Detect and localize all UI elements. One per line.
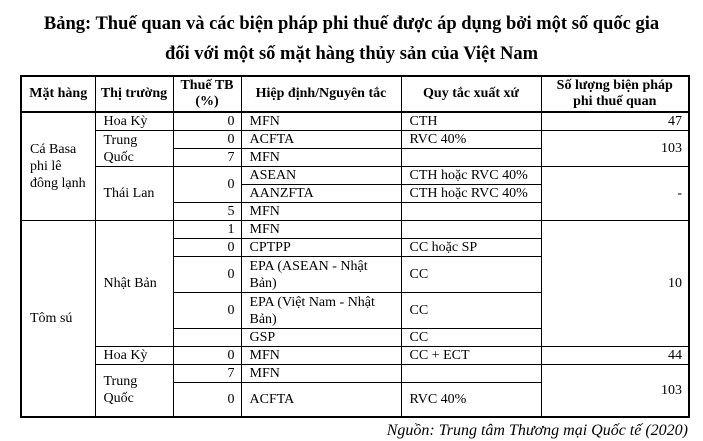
table-row (21, 112, 689, 131)
table-cell: 10 (541, 221, 689, 347)
table-cell: MFN (241, 112, 401, 131)
table-cell: CTH hoặc RVC 40% (401, 185, 541, 203)
table-cell: 1 (173, 221, 241, 239)
table-cell: RVC 40% (401, 131, 541, 149)
table-row (21, 167, 689, 185)
table-cell: 47 (541, 112, 689, 131)
title-line-2: đối với một số mặt hàng thủy sản của Việt Nam (164, 44, 539, 64)
table-cell: ACFTA (241, 131, 401, 149)
column-header: Thị trường (95, 76, 173, 112)
table-cell: Hoa Kỳ (95, 112, 173, 131)
table-cell: Thái Lan (95, 167, 173, 221)
table-cell: RVC 40% (401, 383, 541, 417)
table-cell: 0 (173, 347, 241, 365)
table-cell: 7 (173, 365, 241, 383)
column-header: Quy tắc xuất xứ (401, 76, 541, 112)
table-cell (401, 365, 541, 383)
column-header: Mặt hàng (21, 76, 95, 112)
table-cell: 0 (173, 383, 241, 417)
table-cell: Tôm sú (21, 221, 95, 417)
table-cell: GSP (241, 329, 401, 347)
table-row (21, 221, 689, 239)
table-cell: 0 (173, 131, 241, 149)
table-cell (173, 329, 241, 347)
table-cell: CC (401, 257, 541, 293)
table-cell: MFN (241, 365, 401, 383)
table-cell: Hoa Kỳ (95, 347, 173, 365)
table-cell: Trung Quốc (95, 131, 173, 167)
table-row (21, 347, 689, 365)
table-cell (401, 203, 541, 221)
table-cell: 103 (541, 365, 689, 417)
table-cell: 0 (173, 167, 241, 203)
title-line-1: Bảng: Thuế quan và các biện pháp phi thuế được áp dụng bởi một số quốc gia (43, 14, 660, 34)
header-row (21, 76, 689, 112)
table-row (21, 131, 689, 149)
table-cell: ASEAN (241, 167, 401, 185)
table-cell: MFN (241, 347, 401, 365)
table-cell: CC hoặc SP (401, 239, 541, 257)
table-cell: 0 (173, 112, 241, 131)
table-cell: MFN (241, 149, 401, 167)
table-cell: 0 (173, 239, 241, 257)
tariff-table (20, 75, 690, 418)
table-cell: MFN (241, 203, 401, 221)
table-cell: 103 (541, 131, 689, 167)
table-cell: 0 (173, 293, 241, 329)
table-cell: EPA (Việt Nam - Nhật Bản) (241, 293, 401, 329)
table-cell: - (541, 167, 689, 221)
table-cell: CC + ECT (401, 347, 541, 365)
table-row (21, 365, 689, 383)
table-cell: CTH hoặc RVC 40% (401, 167, 541, 185)
column-header: Hiệp định/Nguyên tắc (241, 76, 401, 112)
table-cell: CPTPP (241, 239, 401, 257)
table-cell: CC (401, 293, 541, 329)
table-cell: EPA (ASEAN - Nhật Bản) (241, 257, 401, 293)
table-cell: Nhật Bản (95, 221, 173, 347)
column-header: Số lượng biện pháp phi thuế quan (541, 76, 689, 112)
table-cell: 44 (541, 347, 689, 365)
table-cell: 0 (173, 257, 241, 293)
table-cell: CC (401, 329, 541, 347)
table-cell: ACFTA (241, 383, 401, 417)
column-header: Thuế TB (%) (173, 76, 241, 112)
table-cell: 7 (173, 149, 241, 167)
table-cell (401, 149, 541, 167)
table-cell: AANZFTA (241, 185, 401, 203)
table-cell: Trung Quốc (95, 365, 173, 417)
table-cell: MFN (241, 221, 401, 239)
table-header (21, 76, 689, 112)
table-cell: CTH (401, 112, 541, 131)
table-title (0, 0, 703, 69)
table-cell: 5 (173, 203, 241, 221)
table-cell: Cá Basa phi lê đông lạnh (21, 112, 95, 221)
table-cell (401, 221, 541, 239)
source-caption: Nguồn: Trung tâm Thương mại Quốc tế (2020) (386, 421, 688, 439)
